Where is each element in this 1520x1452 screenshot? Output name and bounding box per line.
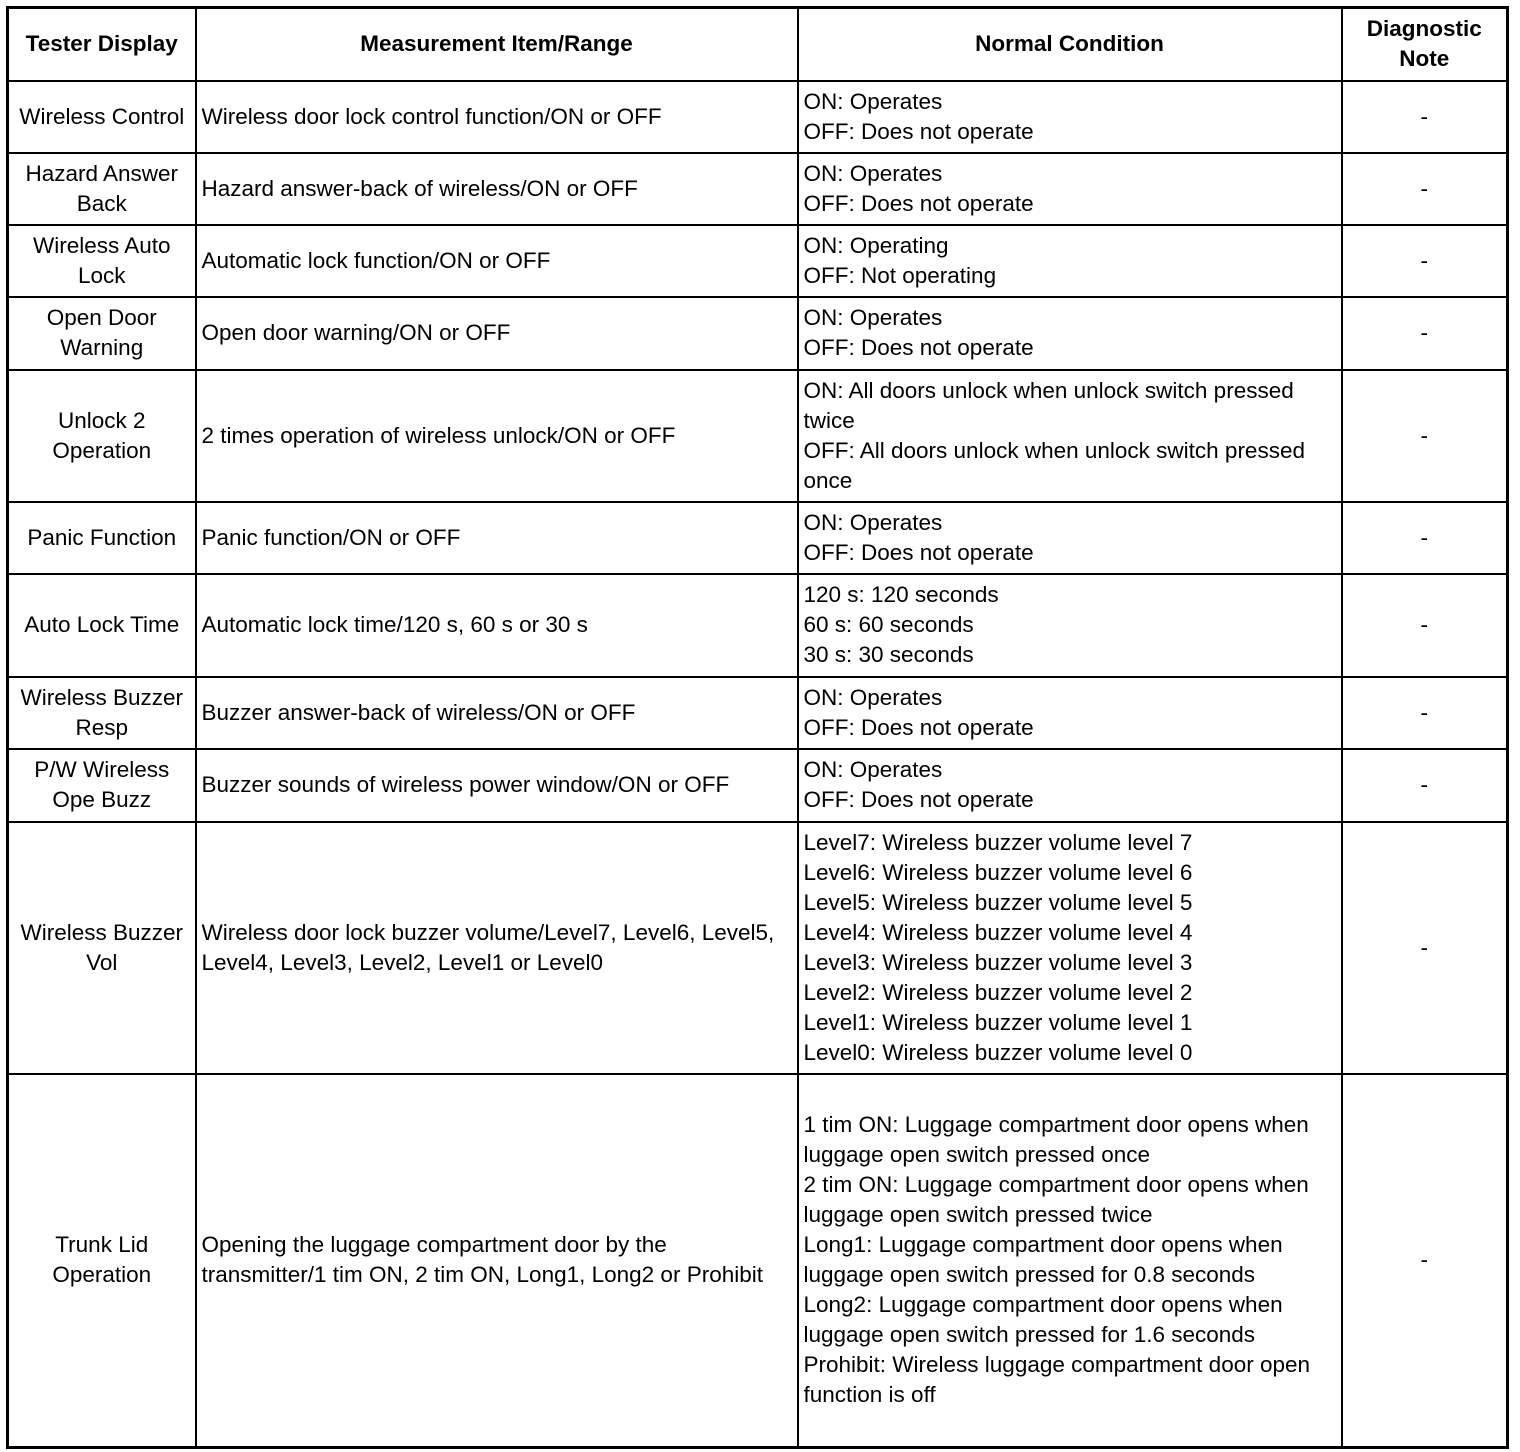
cell-tester-display: Unlock 2 Operation [8,370,196,502]
table-row [8,574,1508,677]
condition-line: Level6: Wireless buzzer volume level 6 [803,859,1193,885]
table-row [8,502,1508,574]
cell-measurement-item: Buzzer answer-back of wireless/ON or OFF [196,677,798,749]
cell-normal-condition [798,297,1342,370]
condition-line: Level1: Wireless buzzer volume level 1 [803,1009,1193,1035]
condition-line: Level0: Wireless buzzer volume level 0 [803,1039,1193,1065]
condition-line: ON: Operates [803,509,943,535]
cell-diagnostic-note: - [1342,749,1508,822]
condition-line: 1 tim ON: Luggage compartment door opens when luggage open switch pressed once [803,1112,1309,1168]
condition-line: OFF: Does not operate [803,118,1034,144]
cell-diagnostic-note: - [1342,153,1508,225]
condition-line: ON: Operates [803,757,943,782]
condition-line: Level2: Wireless buzzer volume level 2 [803,979,1193,1005]
condition-line: ON: All doors unlock when unlock switch pressed twice [803,377,1294,433]
cell-measurement-item: Hazard answer-back of wireless/ON or OFF [196,153,798,225]
table-row [8,1074,1508,1448]
table-row [8,370,1508,502]
cell-tester-display: P/W Wireless Ope Buzz [8,749,196,822]
cell-diagnostic-note: - [1342,677,1508,749]
cell-normal-condition [798,502,1342,574]
cell-tester-display: Panic Function [8,502,196,574]
table-row [8,297,1508,370]
condition-line: Level4: Wireless buzzer volume level 4 [803,919,1193,945]
table-row [8,749,1508,822]
condition-line: OFF: Does not operate [803,539,1034,565]
condition-line: OFF: Not operating [803,262,997,288]
condition-line: Level7: Wireless buzzer volume level 7 [803,829,1193,855]
condition-line: ON: Operates [803,88,943,114]
cell-measurement-item: Automatic lock time/120 s, 60 s or 30 s [196,574,798,677]
cell-diagnostic-note: - [1342,81,1508,153]
condition-line: 2 tim ON: Luggage compartment door opens when luggage open switch pressed twice [803,1172,1309,1228]
table-row [8,822,1508,1074]
cell-diagnostic-note: - [1342,822,1508,1074]
table-header-row [8,8,1508,81]
condition-line: Long2: Luggage compartment door opens when luggage open switch pressed for 1.6 seconds [803,1292,1283,1348]
cell-normal-condition [798,574,1342,677]
cell-normal-condition [798,153,1342,225]
table-row [8,153,1508,225]
condition-line: ON: Operates [803,684,943,710]
condition-line: Prohibit: Wireless luggage compartment door open function is off [803,1352,1311,1408]
condition-line: Level5: Wireless buzzer volume level 5 [803,889,1193,915]
cell-normal-condition [798,677,1342,749]
cell-tester-display: Wireless Control [8,81,196,153]
condition-line: 60 s: 60 seconds [803,612,974,637]
condition-line: ON: Operating [803,232,949,258]
cell-measurement-item: Opening the luggage compartment door by the transmitter/1 tim ON, 2 tim ON, Long1, Long2 or Prohibit [196,1074,798,1448]
table-row [8,677,1508,749]
cell-measurement-item: Automatic lock function/ON or OFF [196,225,798,297]
cell-normal-condition [798,822,1342,1074]
cell-measurement-item: Panic function/ON or OFF [196,502,798,574]
header-normal-condition: Normal Condition [798,8,1342,81]
header-tester-display: Tester Display [8,8,196,81]
cell-diagnostic-note: - [1342,502,1508,574]
cell-normal-condition [798,1074,1342,1448]
cell-tester-display: Wireless Auto Lock [8,225,196,297]
cell-diagnostic-note: - [1342,370,1508,502]
cell-measurement-item: 2 times operation of wireless unlock/ON or OFF [196,370,798,502]
cell-normal-condition [798,749,1342,822]
data-list-table [6,6,1509,1449]
condition-line: OFF: Does not operate [803,190,1034,216]
cell-measurement-item: Wireless door lock control function/ON or OFF [196,81,798,153]
cell-tester-display: Open Door Warning [8,297,196,370]
cell-tester-display: Auto Lock Time [8,574,196,677]
cell-tester-display: Wireless Buzzer Resp [8,677,196,749]
condition-line: Long1: Luggage compartment door opens when luggage open switch pressed for 0.8 seconds [803,1232,1283,1288]
cell-normal-condition [798,225,1342,297]
cell-normal-condition [798,370,1342,502]
table-body [8,81,1508,1448]
cell-measurement-item: Buzzer sounds of wireless power window/ON or OFF [196,749,798,822]
table-row [8,225,1508,297]
cell-tester-display: Trunk Lid Operation [8,1074,196,1448]
condition-line: 30 s: 30 seconds [803,642,974,667]
cell-diagnostic-note: - [1342,297,1508,370]
condition-line: 120 s: 120 seconds [803,582,999,607]
cell-measurement-item: Open door warning/ON or OFF [196,297,798,370]
condition-line: OFF: Does not operate [803,335,1034,360]
condition-line: OFF: Does not operate [803,714,1034,740]
cell-tester-display: Wireless Buzzer Vol [8,822,196,1074]
condition-line: OFF: Does not operate [803,787,1034,812]
cell-measurement-item: Wireless door lock buzzer volume/Level7, Level6, Level5, Level4, Level3, Level2, Level1 or Level0 [196,822,798,1074]
cell-tester-display: Hazard Answer Back [8,153,196,225]
condition-line: ON: Operates [803,160,943,186]
cell-normal-condition [798,81,1342,153]
cell-diagnostic-note: - [1342,1074,1508,1448]
condition-line: ON: Operates [803,305,943,330]
cell-diagnostic-note: - [1342,574,1508,677]
condition-line: Level3: Wireless buzzer volume level 3 [803,949,1193,975]
header-measurement: Measurement Item/Range [196,8,798,81]
header-diagnostic-note: Diagnostic Note [1342,8,1508,81]
cell-diagnostic-note: - [1342,225,1508,297]
table-row [8,81,1508,153]
condition-line: OFF: All doors unlock when unlock switch pressed once [803,437,1305,493]
